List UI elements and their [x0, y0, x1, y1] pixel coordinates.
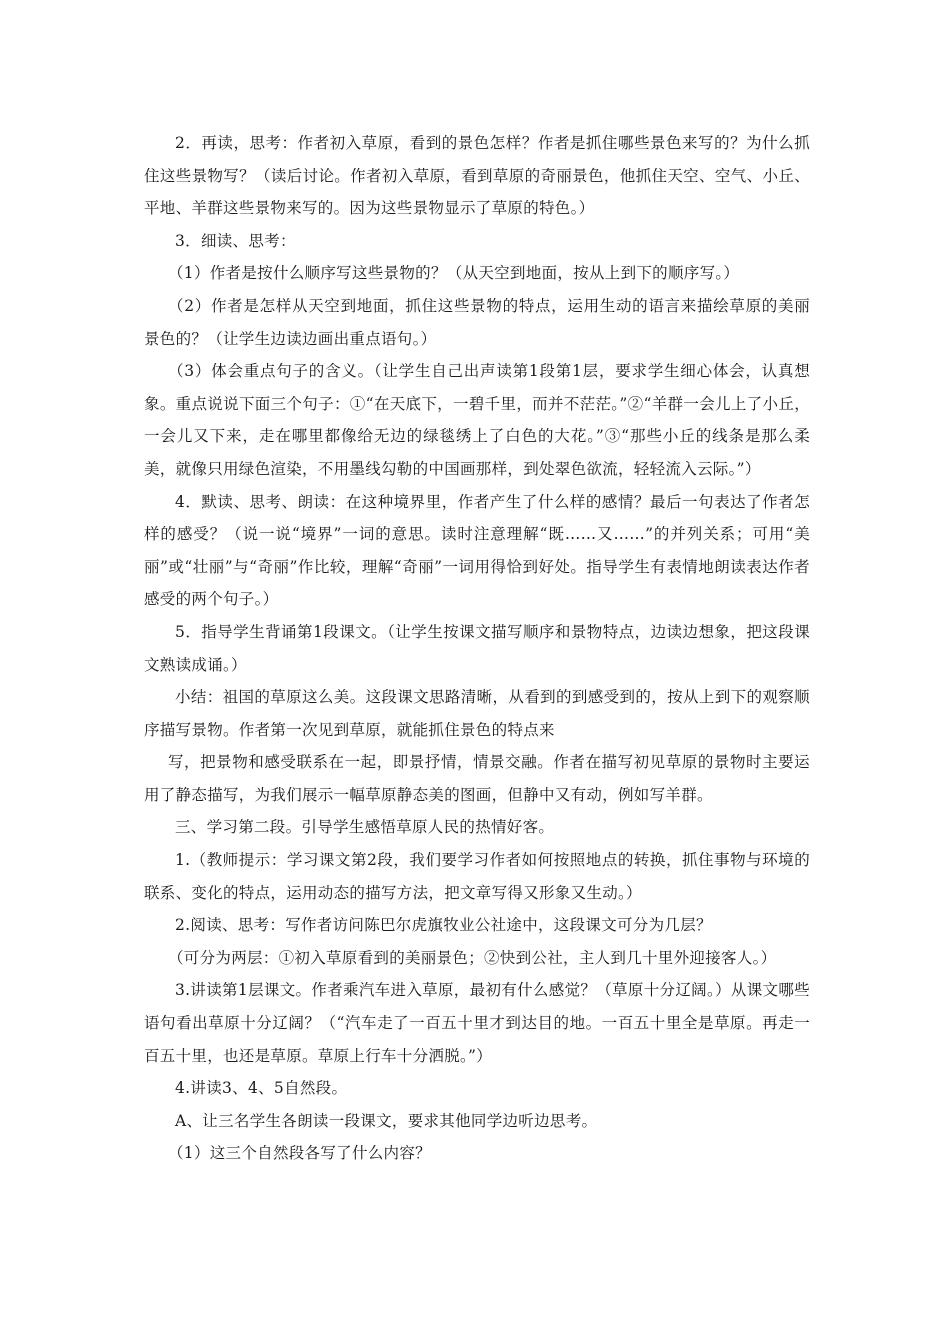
paragraph-recite: 5．指导学生背诵第1段课文。（让学生按课文描写顺序和景物特点，边读边想象，把这段课文熟读成诵。）	[144, 622, 810, 674]
paragraph-teacher-tip: 1.（教师提示：学习课文第2段，我们要学习作者如何按照地点的转换，抓住事物与环境的联系、变化的特点，运用动态的描写方法，把文章写得又形象又生动。）	[144, 851, 810, 902]
paragraph-reread: 2．再读，思考：作者初入草原，看到的景色怎样？作者是抓住哪些景色来写的？为什么抓住这些景物写？（读后讨论。作者初入草原，看到草原的奇丽景色，他抓住天空、空气、小丘、平地、羊群这些景物来写的。因为这些景物显示了草原的特色。）	[144, 134, 810, 218]
paragraph-two-layers: （可分为两层：①初入草原看到的美丽景色；②快到公社，主人到几十里外迎接客人。）	[168, 948, 777, 967]
paragraph-three-students: A、让三名学生各朗读一段课文，要求其他同学边听边思考。	[175, 1111, 598, 1130]
paragraph-features-question: （2）作者是怎样从天空到地面，抓住这些景物的特点，运用生动的语言来描绘草原的美丽景色的？（让学生边读边画出重点语句。）	[144, 296, 810, 348]
paragraph-silent-read: 4．默读、思考、朗读：在这种境界里，作者产生了什么样的感情？最后一句表达了作者怎样的感受？（说一说“境界”一词的意思。读时注意理解“既……又……”的并列关系；可用“美丽”或“壮丽”与“奇丽”作比较，理解“奇丽”一词用得恰到好处。指导学生有表情地朗读表达作者感受的两个句子。）	[144, 492, 810, 609]
paragraph-careful-read: 3．细读、思考：	[175, 231, 296, 250]
paragraph-first-layer: 3.讲读第1层课文。作者乘汽车进入草原，最初有什么感觉？（草原十分辽阔。）从课文哪些语句看出草原十分辽阔？（“汽车走了一百五十里才到达目的地。一百五十里全是草原。再走一百五十里，也还是草原。草原上行车十分洒脱。”）	[144, 981, 810, 1065]
paragraph-order-question: （1）作者是按什么顺序写这些景物的？（从天空到地面，按从上到下的顺序写。）	[168, 264, 740, 283]
paragraph-key-sentences: （3）体会重点句子的含义。（让学生自己出声读第1段第1层，要求学生细心体会，认真想象。重点说说下面三个句子：①“在天底下，一碧千里，而并不茫茫。”②“羊群一会儿上了小丘，一会儿又下来，走在哪里都像给无边的绿毯绣上了白色的大花。”③“那些小丘的线条是那么柔美，就像只用绿色渲染，不用墨线勾勒的中国画那样，到处翠色欲流，轻轻流入云际。”）	[144, 362, 810, 478]
paragraph-content-question: （1）这三个自然段各写了什么内容？	[168, 1144, 431, 1163]
paragraph-sections-3-5: 4.讲读3、4、5自然段。	[175, 1079, 348, 1098]
section-heading-part-three: 三、学习第二段。引导学生感悟草原人民的热情好客。	[175, 818, 555, 837]
document-body	[144, 127, 810, 1170]
paragraph-summary: 小结：祖国的草原这么美。这段课文思路清晰，从看到的到感受到的，按从上到下的观察顺序描写景物。作者第一次见到草原，就能抓住景色的特点来	[144, 688, 810, 739]
paragraph-read-think: 2.阅读、思考：写作者访问陈巴尔虎旗牧业公社途中，这段课文可分为几层？	[175, 916, 712, 935]
paragraph-summary-continued: 写，把景物和感受联系在一起，即景抒情，情景交融。作者在描写初见草原的景物时主要运用了静态描写，为我们展示一幅草原静态美的图画，但静中又有动，例如写羊群。	[144, 753, 810, 804]
